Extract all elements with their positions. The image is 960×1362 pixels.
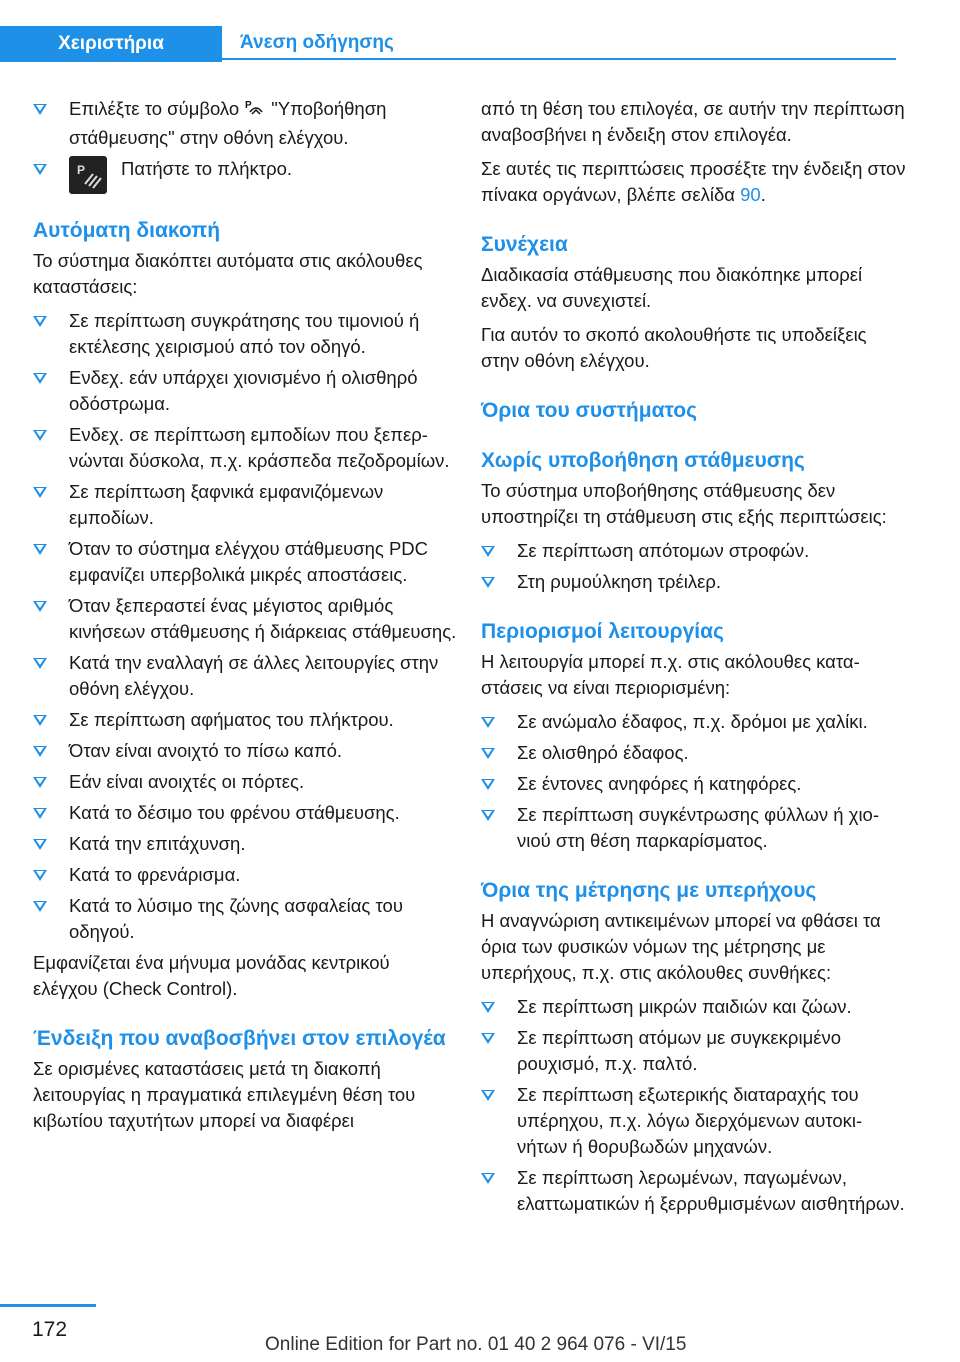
paragraph: Η αναγνώριση αντικειμένων μπορεί να φθάσει τα όρια των φυσικών νόμων της μέτρησης με υπερήχους, π.χ. στις ακόλουθες συνθήκες: bbox=[481, 910, 881, 983]
bullet-triangle-icon bbox=[33, 901, 47, 912]
page-number-bar bbox=[0, 1304, 96, 1307]
svg-text:P: P bbox=[245, 100, 252, 111]
list-item: Σε ολισθηρό έδαφος. bbox=[481, 740, 906, 766]
edition-footer: Online Edition for Part no. 01 40 2 964 076 - VI/15 bbox=[265, 1334, 687, 1355]
left-column bbox=[33, 96, 458, 1142]
bullet-triangle-icon bbox=[33, 430, 47, 441]
list-item: Σε έντονες ανηφόρες ή κατηφόρες. bbox=[481, 771, 906, 797]
bullet-triangle-icon bbox=[481, 1002, 495, 1013]
heading-auto-stop: Αυτόματη διακοπή bbox=[33, 219, 221, 242]
bullet-triangle-icon bbox=[33, 808, 47, 819]
list-item: Σε περίπτωση συγκράτησης του τιμονιού ή εκτέλεσης χειρισμού από τον οδηγό. bbox=[33, 308, 458, 360]
list-item: Κατά το φρενάρισμα. bbox=[33, 862, 458, 888]
paragraph: Η λειτουργία μπορεί π.χ. στις ακόλουθες καταστάσεις να είναι περιορισμένη: bbox=[481, 651, 860, 698]
heading-continue: Συνέχεια bbox=[481, 233, 568, 256]
bullet-triangle-icon bbox=[481, 546, 495, 557]
bullet-triangle-icon bbox=[33, 746, 47, 757]
paragraph: Διαδικασία στάθμευσης που διακόπηκε μπορεί ενδεχ. να συνεχιστεί. bbox=[481, 264, 863, 311]
bullet-triangle-icon bbox=[33, 777, 47, 788]
bullet-triangle-icon bbox=[33, 601, 47, 612]
heading-ultrasonic-limits: Όρια της μέτρησης με υπερήχους bbox=[481, 879, 817, 902]
paragraph: Σε αυτές τις περιπτώσεις προσέξτε την ένδειξη στον πίνακα οργάνων, βλέπε σελίδα 90. bbox=[481, 158, 906, 205]
bullet-triangle-icon bbox=[481, 748, 495, 759]
list-item: Επιλέξτε το σύμβολο P "Υποβοήθηση στάθμευσης" στην οθόνη ελέγχου. bbox=[33, 96, 458, 151]
list-item: Κατά την εναλλαγή σε άλλες λειτουργίες στην οθόνη ελέγχου. bbox=[33, 650, 458, 702]
page-header bbox=[0, 0, 960, 62]
bullet-triangle-icon bbox=[33, 870, 47, 881]
list-item: Όταν το σύστημα ελέγχου στάθμευσης PDC εμφανίζει υπερβολικά μικρές αποστάσεις. bbox=[33, 536, 458, 588]
bullet-triangle-icon bbox=[33, 487, 47, 498]
header-tab-section[interactable]: Άνεση οδήγησης bbox=[222, 26, 896, 60]
bullet-triangle-icon bbox=[481, 1033, 495, 1044]
list-item: Σε περίπτωση εξωτερικής διαταραχής του υπέρηχου, π.χ. λόγω διερχόμενων αυτοκινήτων ή θορυβωδών μηχανών. bbox=[481, 1082, 906, 1160]
auto-stop-list bbox=[33, 308, 458, 945]
restrictions-list bbox=[481, 709, 906, 854]
paragraph: Για αυτόν το σκοπό ακολουθήστε τις υποδείξεις στην οθόνη ελέγχου. bbox=[481, 324, 867, 371]
list-item: Όταν είναι ανοιχτό το πίσω καπό. bbox=[33, 738, 458, 764]
list-item: Ενδεχ. εάν υπάρχει χιονισμένο ή ολισθηρό οδόστρωμα. bbox=[33, 365, 458, 417]
header-tab-controls[interactable]: Χειριστήρια bbox=[0, 26, 222, 62]
bullet-triangle-icon bbox=[33, 544, 47, 555]
list-item: Σε περίπτωση συγκέντρωσης φύλλων ή χιονιού στη θέση παρκαρίσματος. bbox=[481, 802, 906, 854]
bullet-triangle-icon bbox=[481, 1090, 495, 1101]
paragraph: Σε ορισμένες καταστάσεις μετά τη διακοπή λειτουργίας η πραγματικά επιλεγμένη θέση του κιβωτίου ταχυτήτων μπορεί να διαφέρει bbox=[33, 1058, 416, 1131]
list-item: P Πατήστε το πλήκτρο. bbox=[33, 156, 458, 194]
list-item: Όταν ξεπεραστεί ένας μέγιστος αριθμός κινήσεων στάθμευσης ή διάρκειας στάθμευσης. bbox=[33, 593, 458, 645]
heading-no-assist: Χωρίς υποβοήθηση στάθμευσης bbox=[481, 449, 805, 472]
bullet-triangle-icon bbox=[33, 164, 47, 175]
list-item: Κατά το δέσιμο του φρένου στάθμευσης. bbox=[33, 800, 458, 826]
bullet-triangle-icon bbox=[33, 373, 47, 384]
parking-assist-symbol-icon bbox=[245, 98, 265, 125]
paragraph: από τη θέση του επιλογέα, σε αυτήν την περίπτωση αναβοσβήνει η ένδειξη στον επιλογέα. bbox=[481, 98, 905, 145]
paragraph: Το σύστημα διακόπτει αυτόματα στις ακόλουθες καταστάσεις: bbox=[33, 250, 423, 297]
no-assist-list bbox=[481, 538, 906, 595]
page-link[interactable]: 90 bbox=[740, 184, 761, 205]
list-item: Σε περίπτωση ατόμων με συγκεκριμένο ρουχισμό, π.χ. παλτό. bbox=[481, 1025, 906, 1077]
heading-blink-indicator: Ένδειξη που αναβοσβήνει στον επιλογέα bbox=[33, 1027, 446, 1050]
svg-text:P: P bbox=[77, 163, 86, 177]
list-item: Σε περίπτωση ξαφνικά εμφανιζόμενων εμποδίων. bbox=[33, 479, 458, 531]
list-item: Εάν είναι ανοιχτές οι πόρτες. bbox=[33, 769, 458, 795]
bullet-triangle-icon bbox=[33, 658, 47, 669]
heading-system-limits: Όρια του συστήματος bbox=[481, 399, 698, 422]
page-number: 172 bbox=[32, 1318, 68, 1341]
list-item: Κατά το λύσιμο της ζώνης ασφαλείας του οδηγού. bbox=[33, 893, 458, 945]
paragraph: Εμφανίζεται ένα μήνυμα μονάδας κεντρικού ελέγχου (Check Control). bbox=[33, 952, 390, 999]
list-item: Στη ρυμούλκηση τρέιλερ. bbox=[481, 569, 906, 595]
bullet-triangle-icon bbox=[33, 316, 47, 327]
bullet-triangle-icon bbox=[481, 717, 495, 728]
bullet-triangle-icon bbox=[481, 810, 495, 821]
bullet-triangle-icon bbox=[481, 1173, 495, 1184]
list-item: Σε περίπτωση αφήματος του πλήκτρου. bbox=[33, 707, 458, 733]
right-column bbox=[481, 96, 906, 1222]
heading-restrictions: Περιορισμοί λειτουργίας bbox=[481, 620, 724, 643]
list-item: Σε περίπτωση απότομων στροφών. bbox=[481, 538, 906, 564]
list-item: Κατά την επιτάχυνση. bbox=[33, 831, 458, 857]
paragraph: Το σύστημα υποβοήθησης στάθμευσης δεν υποστηρίζει τη στάθμευση στις εξής περιπτώσεις: bbox=[481, 480, 887, 527]
bullet-triangle-icon bbox=[481, 779, 495, 790]
bullet-triangle-icon bbox=[481, 577, 495, 588]
list-item: Ενδεχ. σε περίπτωση εμποδίων που ξεπερνώνται δύσκολα, π.χ. κράσπεδα πεζοδρομίων. bbox=[33, 422, 458, 474]
list-item: Σε ανώμαλο έδαφος, π.χ. δρόμοι με χαλίκι. bbox=[481, 709, 906, 735]
bullet-triangle-icon bbox=[33, 104, 47, 115]
ultrasonic-list bbox=[481, 994, 906, 1217]
bullet-triangle-icon bbox=[33, 839, 47, 850]
parking-assist-button-icon bbox=[69, 156, 107, 194]
list-item: Σε περίπτωση μικρών παιδιών και ζώων. bbox=[481, 994, 906, 1020]
bullet-triangle-icon bbox=[33, 715, 47, 726]
list-item: Σε περίπτωση λερωμένων, παγωμένων, ελαττωματικών ή ξερρυθμισμένων αισθητήρων. bbox=[481, 1165, 906, 1217]
